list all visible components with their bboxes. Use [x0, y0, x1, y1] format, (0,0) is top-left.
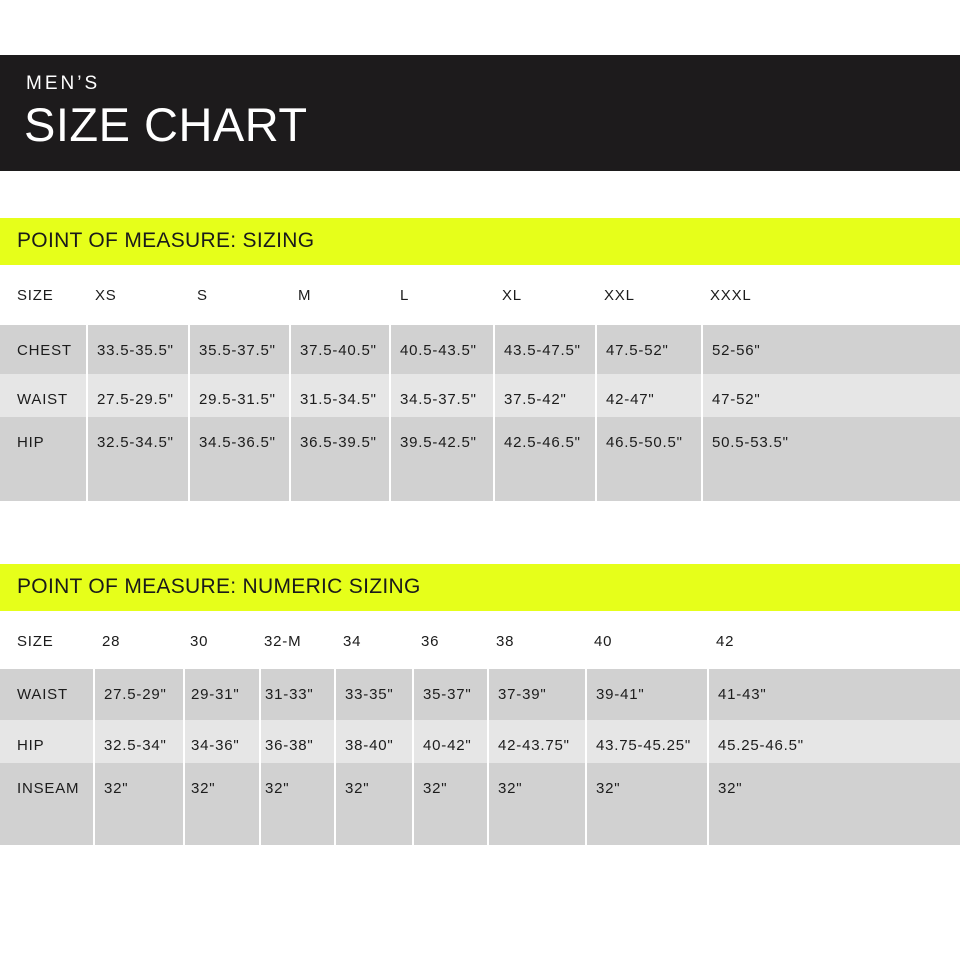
numeric-sizing-section-title: POINT OF MEASURE: NUMERIC SIZING — [17, 575, 421, 598]
table-cell: 34.5-37.5" — [389, 374, 493, 417]
header-size-xxxl: XXXL — [710, 287, 752, 304]
table-cell: 33.5-35.5" — [86, 325, 188, 374]
header-size-32-m: 32-M — [264, 633, 302, 650]
table-row — [0, 325, 960, 374]
header-size-34: 34 — [343, 633, 362, 650]
page-title: SIZE CHART — [24, 98, 308, 151]
header-size-28: 28 — [102, 633, 121, 650]
header-size-40: 40 — [594, 633, 613, 650]
table-cell: 42.5-46.5" — [493, 417, 595, 501]
table-row — [0, 417, 960, 501]
header-size-xs: XS — [95, 287, 117, 304]
table-cell: 32.5-34" — [93, 720, 183, 763]
table-cell: 35-37" — [412, 669, 487, 720]
row-label: HIP — [17, 737, 45, 754]
table-cell: 37.5-42" — [493, 374, 595, 417]
header-size-38: 38 — [496, 633, 515, 650]
table-cell: 40.5-43.5" — [389, 325, 493, 374]
header-label: SIZE — [17, 287, 54, 304]
table-cell: 29-31" — [183, 669, 259, 720]
table-cell: 37.5-40.5" — [289, 325, 389, 374]
header-subtitle: MEN’S — [26, 73, 101, 94]
table-cell: 34.5-36.5" — [188, 417, 289, 501]
table-cell: 34-36" — [183, 720, 259, 763]
table-row — [0, 374, 960, 417]
row-label: HIP — [17, 434, 45, 451]
table-cell: 36.5-39.5" — [289, 417, 389, 501]
row-label: WAIST — [17, 686, 68, 703]
table-cell: 31.5-34.5" — [289, 374, 389, 417]
table-cell: 32" — [412, 763, 487, 845]
table-cell: 32" — [707, 763, 960, 845]
table-cell: 42-47" — [595, 374, 701, 417]
table-cell: 52-56" — [701, 325, 960, 374]
table-cell: 31-33" — [259, 669, 334, 720]
table-cell: 27.5-29.5" — [86, 374, 188, 417]
row-label: INSEAM — [17, 780, 80, 797]
table-cell: 32" — [93, 763, 183, 845]
table-cell: 46.5-50.5" — [595, 417, 701, 501]
table-cell: 40-42" — [412, 720, 487, 763]
table-cell: 39.5-42.5" — [389, 417, 493, 501]
table-cell: 37-39" — [487, 669, 585, 720]
table-cell: 33-35" — [334, 669, 412, 720]
table-cell: 35.5-37.5" — [188, 325, 289, 374]
table-cell: 39-41" — [585, 669, 707, 720]
table-cell: 42-43.75" — [487, 720, 585, 763]
header-size-42: 42 — [716, 633, 735, 650]
table-cell: 47.5-52" — [595, 325, 701, 374]
table-row — [0, 720, 960, 763]
table-cell: 29.5-31.5" — [188, 374, 289, 417]
row-label: WAIST — [17, 391, 68, 408]
table-cell: 43.5-47.5" — [493, 325, 595, 374]
table-cell: 32" — [585, 763, 707, 845]
header-label: SIZE — [17, 633, 54, 650]
header-size-36: 36 — [421, 633, 440, 650]
table-cell: 47-52" — [701, 374, 960, 417]
table-cell: 27.5-29" — [93, 669, 183, 720]
header-size-l: L — [400, 287, 410, 304]
table-header-row — [0, 265, 960, 325]
table-cell: 36-38" — [259, 720, 334, 763]
header-size-30: 30 — [190, 633, 209, 650]
row-label: CHEST — [17, 342, 72, 359]
table-row — [0, 763, 960, 845]
table-cell: 43.75-45.25" — [585, 720, 707, 763]
table-cell: 50.5-53.5" — [701, 417, 960, 501]
header-size-xxl: XXL — [604, 287, 635, 304]
header-size-m: M — [298, 287, 312, 304]
numeric-sizing-section-bar — [0, 564, 960, 611]
table-cell: 32" — [259, 763, 334, 845]
table-cell: 32" — [487, 763, 585, 845]
sizing-section-title: POINT OF MEASURE: SIZING — [17, 229, 315, 252]
table-cell: 41-43" — [707, 669, 960, 720]
table-cell: 32" — [183, 763, 259, 845]
table-row — [0, 669, 960, 720]
table-cell: 32" — [334, 763, 412, 845]
size-chart-header — [0, 55, 960, 171]
table-cell: 32.5-34.5" — [86, 417, 188, 501]
header-size-xl: XL — [502, 287, 522, 304]
table-header-row — [0, 611, 960, 669]
header-size-s: S — [197, 287, 208, 304]
sizing-section-bar — [0, 218, 960, 265]
table-cell: 38-40" — [334, 720, 412, 763]
table-cell: 45.25-46.5" — [707, 720, 960, 763]
